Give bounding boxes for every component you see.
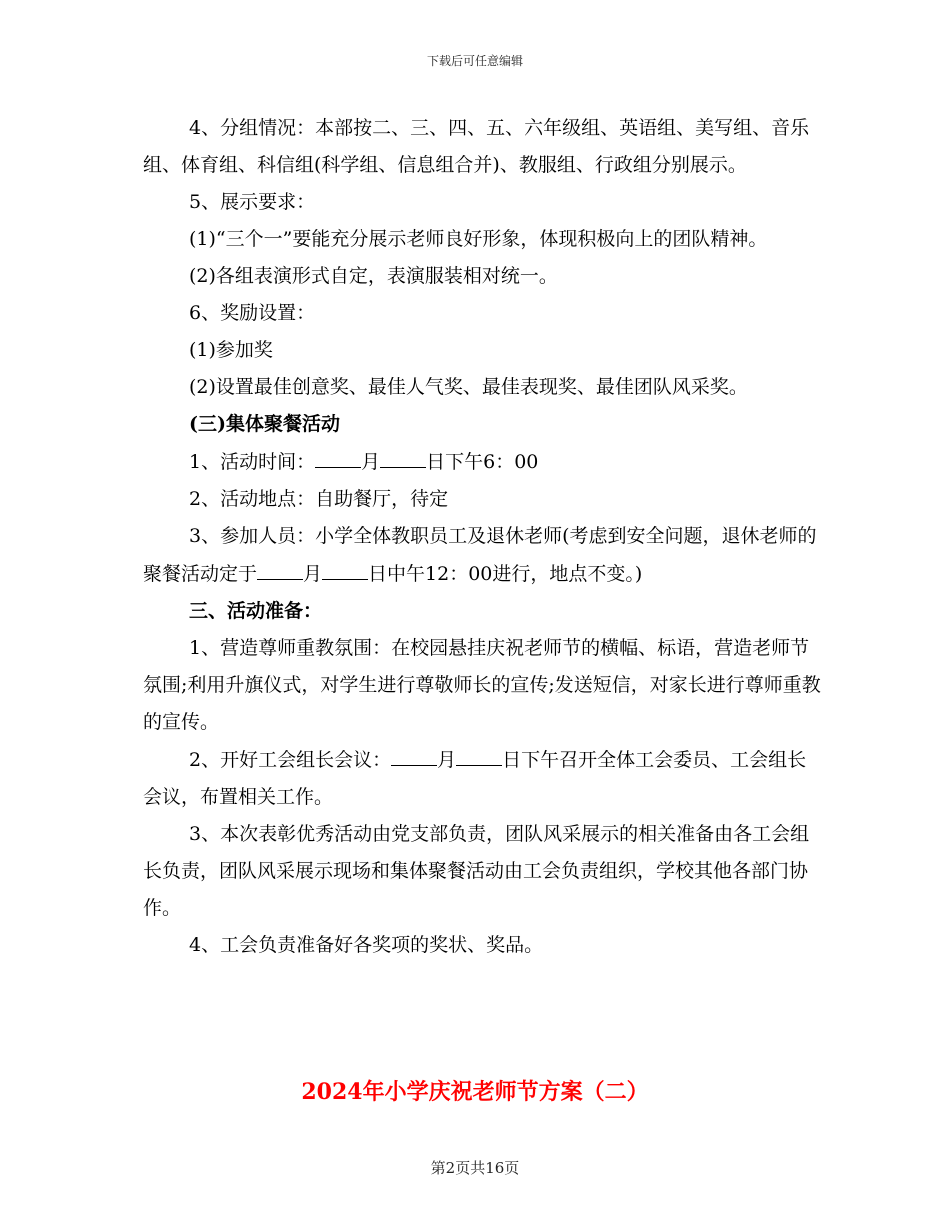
preparation-heading: 三、活动准备： — [189, 600, 323, 622]
dinner-heading: (三)集体聚餐活动 — [189, 413, 340, 435]
grouping-paragraph: 4、分组情况：本部按二、三、四、五、六年级组、英语组、美写组、音乐组、体育组、科信组(科学组、信息组合并)、教服组、行政组分别展示。 — [143, 117, 810, 176]
requirement-item-2: (2)各组表演形式自定，表演服装相对统一。 — [189, 265, 558, 287]
preparation-item-2-month: 月 — [437, 749, 457, 771]
page-header: 下载后可任意编辑 — [426, 54, 523, 68]
preparation-item-1: 1、营造尊师重教氛围：在校园悬挂庆祝老师节的横幅、标语，营造老师节氛围;利用升旗仪式，对学生进行尊敬师长的宣传;发送短信，对家长进行尊师重教的宣传。 — [143, 637, 821, 733]
dinner-time-suffix: 日下午6：00 — [426, 451, 539, 473]
next-section-title: 2024年小学庆祝老师节方案（二） — [301, 1079, 649, 1105]
blank-line — [315, 443, 361, 468]
dinner-time-prefix: 1、活动时间： — [189, 451, 316, 473]
awards-heading: 6、奖励设置： — [189, 302, 316, 324]
award-item-1: (1)参加奖 — [189, 339, 273, 361]
dinner-time-month: 月 — [361, 451, 381, 473]
blank-line — [322, 555, 368, 580]
preparation-item-4: 4、工会负责准备好各奖项的奖状、奖品。 — [189, 934, 544, 956]
blank-line — [380, 443, 426, 468]
document-body — [143, 110, 823, 964]
blank-line — [456, 741, 502, 766]
blank-line — [257, 555, 303, 580]
award-item-2: (2)设置最佳创意奖、最佳人气奖、最佳表现奖、最佳团队风采奖。 — [189, 376, 748, 398]
page-footer: 第2页共16页 — [430, 1159, 520, 1177]
dinner-place: 2、活动地点：自助餐厅，待定 — [189, 488, 449, 510]
dinner-participants-suffix: 日中午12：00进行，地点不变。) — [368, 563, 643, 585]
preparation-item-2-suffix: 日下午召开全体工会委员、工会组长会议，布置相关工作。 — [143, 749, 807, 808]
blank-line — [391, 741, 437, 766]
dinner-participants-month: 月 — [303, 563, 323, 585]
preparation-item-2-prefix: 2、开好工会组长会议： — [189, 749, 392, 771]
dinner-participants-prefix: 3、参加人员：小学全体教职员工及退休老师(考虑到安全问题，退休老师的聚餐活动定于 — [143, 525, 817, 585]
dinner-participants — [143, 518, 823, 593]
preparation-item-3: 3、本次表彰优秀活动由党支部负责，团队风采展示的相关准备由各工会组长负责，团队风采展示现场和集体聚餐活动由工会负责组织，学校其他各部门协作。 — [143, 823, 810, 919]
preparation-item-2 — [143, 741, 823, 816]
requirement-item-1: (1)“三个一”要能充分展示老师良好形象，体现积极向上的团队精神。 — [189, 228, 768, 250]
display-requirements-heading: 5、展示要求： — [189, 191, 316, 213]
dinner-time — [143, 443, 823, 481]
